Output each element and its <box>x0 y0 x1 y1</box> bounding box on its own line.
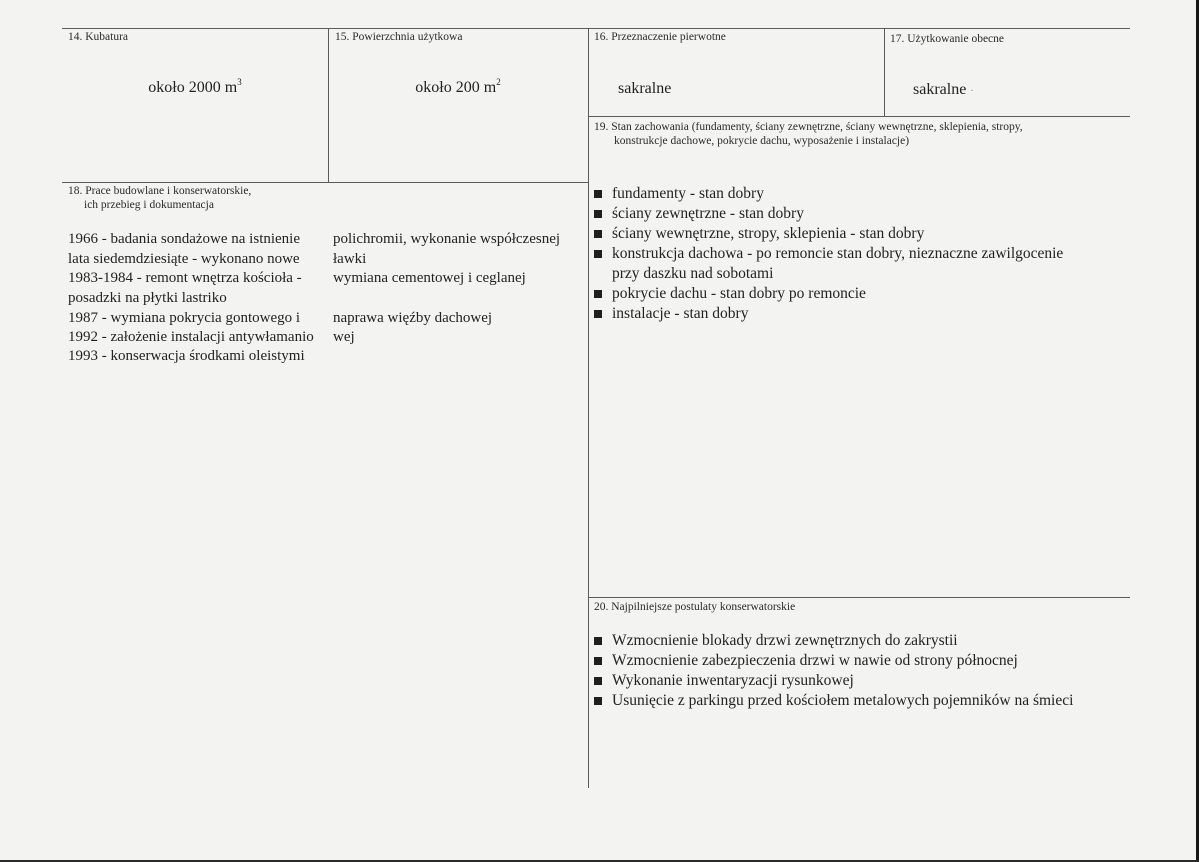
bullet-icon <box>594 190 602 198</box>
list-item: Usunięcie z parkingu przed kościołem metalowych pojemników na śmieci <box>594 691 1073 711</box>
field-20-list <box>594 631 1073 711</box>
field-20-label: 20. Najpilniejsze postulaty konserwatorskie <box>594 601 796 613</box>
bullet-icon <box>594 310 602 318</box>
history-left-5: 1987 - wymiana pokrycia gontowego i <box>68 310 301 326</box>
bullet-icon <box>594 210 602 218</box>
list-item: konstrukcja dachowa - po remoncie stan dobry, nieznaczne zawilgocenie <box>594 244 1063 264</box>
list-item: Wzmocnienie blokady drzwi zewnętrznych do zakrystii <box>594 631 1073 651</box>
history-left-6: 1992 - założenie instalacji antywłamanio <box>68 329 314 345</box>
history-right-5: naprawa więźby dachowej <box>333 310 493 326</box>
field-16-value: sakralne <box>618 80 672 97</box>
bullet-icon <box>594 250 602 258</box>
col-divider-16-17 <box>884 28 885 116</box>
history-left-4: posadzki na płytki lastriko <box>68 290 227 306</box>
history-right-2: ławki <box>333 251 367 267</box>
history-left-7: 1993 - konserwacja środkami oleistymi <box>68 348 305 364</box>
field-15-label: 15. Powierzchnia użytkowa <box>335 31 463 43</box>
bullet-icon <box>594 290 602 298</box>
field-14-label: 14. Kubatura <box>68 31 129 43</box>
list-item: pokrycie dachu - stan dobry po remoncie <box>594 284 1063 304</box>
center-divider <box>588 28 589 788</box>
field-18-label: 18. Prace budowlane i konserwatorskie, ich przebieg i dokumentacja <box>68 185 252 211</box>
bullet-icon <box>594 697 602 705</box>
history-right-1: polichromii, wykonanie współczesnej <box>333 231 561 247</box>
history-left-1: 1966 - badania sondażowe na istnienie <box>68 231 301 247</box>
bullet-icon <box>594 230 602 238</box>
col-divider-14-15 <box>328 28 329 182</box>
list-item-continuation: przy daszku nad sobotami <box>612 265 774 282</box>
field-16-label: 16. Przeznaczenie pierwotne <box>594 31 726 43</box>
row-divider-left <box>62 182 588 183</box>
list-item: instalacje - stan dobry <box>594 304 1063 324</box>
bullet-icon <box>594 657 602 665</box>
history-right-6: wej <box>333 329 355 345</box>
field-19-label: 19. Stan zachowania (fundamenty, ściany zewnętrzne, ściany wewnętrzne, sklepienia, stropy, konstrukcje dachowe, pokrycie dachu, wyposażenie i instalacje) <box>594 121 1023 147</box>
history-left-2: lata siedemdziesiąte - wykonano nowe <box>68 251 300 267</box>
list-item: Wzmocnienie zabezpieczenia drzwi w nawie od strony północnej <box>594 651 1073 671</box>
list-item: Wykonanie inwentaryzacji rysunkowej <box>594 671 1073 691</box>
list-item: ściany wewnętrzne, stropy, sklepienia - stan dobry <box>594 224 1063 244</box>
section-divider-20 <box>588 597 1130 598</box>
field-19-list <box>594 184 1063 324</box>
field-17-value: sakralne · <box>913 81 974 98</box>
field-17-label: 17. Użytkowanie obecne <box>890 33 1005 45</box>
history-right-3: wymiana cementowej i ceglanej <box>333 270 526 286</box>
list-item: fundamenty - stan dobry <box>594 184 1063 204</box>
bullet-icon <box>594 677 602 685</box>
bullet-icon <box>594 637 602 645</box>
field-15-value: około 200 $m^2$ <box>415 77 501 96</box>
history-left-3: 1983-1984 - remont wnętrza kościoła - <box>68 270 302 286</box>
top-border <box>62 28 1130 29</box>
field-14-value: około 2000 $m^3$ <box>148 77 242 96</box>
list-item: ściany zewnętrzne - stan dobry <box>594 204 1063 224</box>
row-divider-right <box>588 116 1130 117</box>
